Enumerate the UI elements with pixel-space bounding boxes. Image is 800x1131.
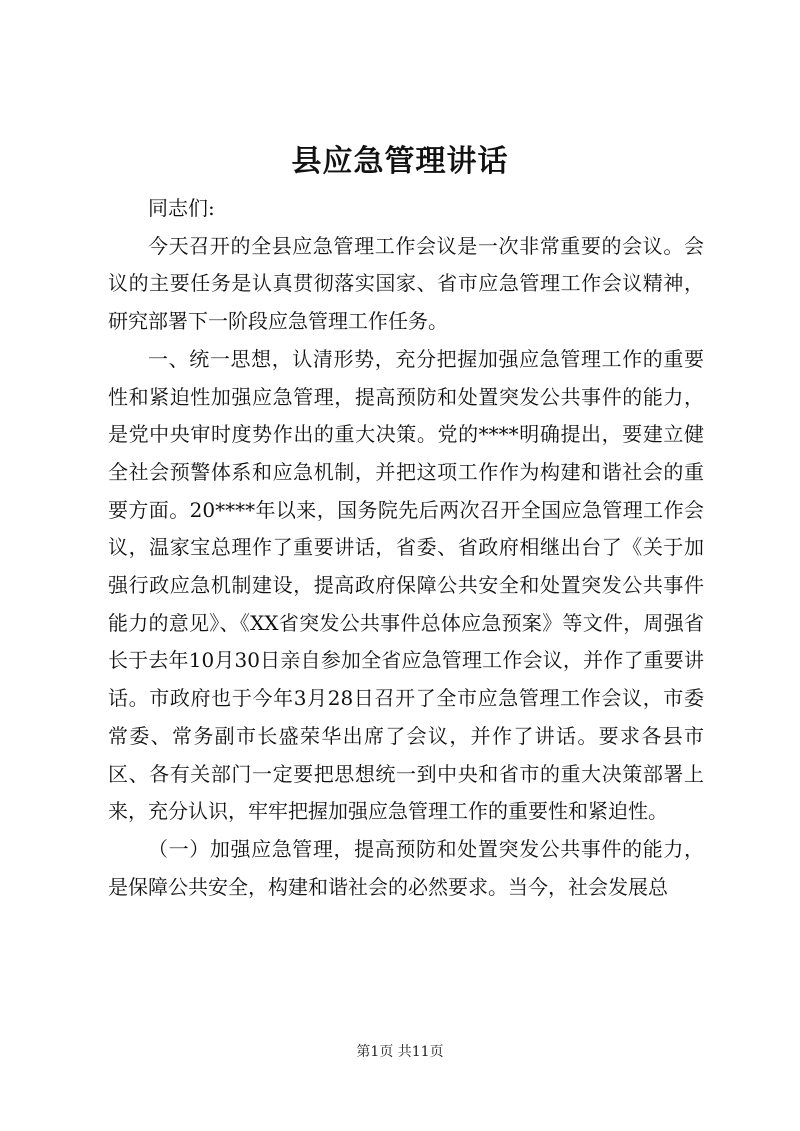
- salutation-paragraph: 同志们:: [148, 196, 215, 220]
- document-title: 县应急管理讲话: [291, 144, 509, 179]
- body-paragraph: （一）加强应急管理，提高预防和处置突发公共事件的能力，是保障公共安全，构建和谐社会的必然要求。当今，社会发展总: [108, 836, 704, 899]
- body-paragraph: 今天召开的全县应急管理工作会议是一次非常重要的会议。会议的主要任务是认真贯彻落实国家、省市应急管理工作会议精神，研究部署下一阶段应急管理工作任务。: [108, 233, 704, 334]
- body-paragraph: 一、统一思想，认清形势，充分把握加强应急管理工作的重要性和紧迫性加强应急管理，提高预防和处置突发公共事件的能力，是党中央审时度势作出的重大决策。党的****明确提出，要建立健全社会预警体系和应急机制，并把这项工作作为构建和谐社会的重要方面。20****年以来，国务院先后两次召开全国应急管理工作会议，温家宝总理作了重要讲话，省委、省政府相继出台了《关于加强行政应急机制建设，提高政府保障公共安全和处置突发公共事件能力的意见》、《XX省突发公共事件总体应急预案》等文件，周强省长于去年10月30日亲自参加全省应急管理工作会议，并作了重要讲话。市政府也于今年3月28日召开了全市应急管理工作会议，市委常委、常务副市长盛荣华出席了会议，并作了讲话。要求各县市区、各有关部门一定要把思想统一到中央和省市的重大决策部署上来，充分认识，牢牢把握加强应急管理工作的重要性和紧迫性。: [108, 346, 704, 824]
- page-number-footer: 第1页 共11页: [356, 1044, 444, 1060]
- document-body: [108, 190, 704, 906]
